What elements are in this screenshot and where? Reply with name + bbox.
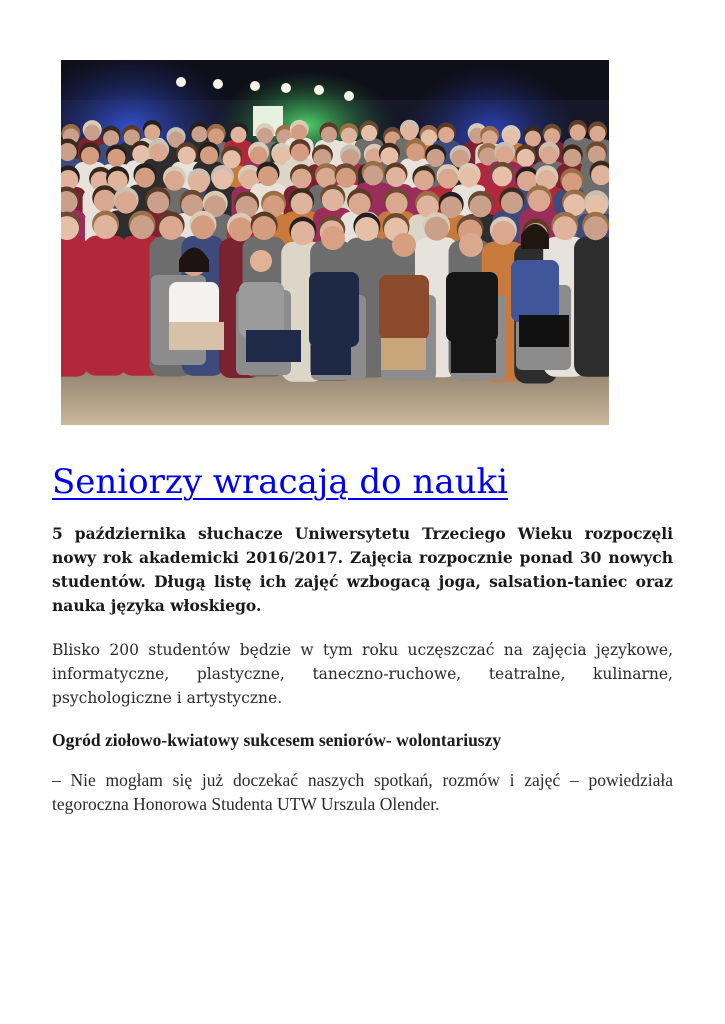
article-subheading: Ogród ziołowo-kwiatowy sukcesem seniorów- wolontariuszy xyxy=(52,730,502,750)
article-lead: 5 października słuchacze Uniwersytetu Trzeciego Wieku rozpoczęli nowy rok akademicki 2016/2017. Zajęcia rozpocznie ponad 30 nowych studentów. Długą listę ich zajęć wzbogacą joga, salsation-taniec oraz nauka języka włoskiego. xyxy=(52,524,673,615)
article-title-link[interactable]: Seniorzy wracają do nauki xyxy=(52,462,508,502)
article-quote: – Nie mogłam się już doczekać naszych spotkań, rozmów i zajęć – powiedziała tegoroczna Honorowa Studenta UTW Urszula Olender. xyxy=(52,770,673,814)
article-paragraph: Blisko 200 studentów będzie w tym roku uczęszczać na zajęcia językowe, informatyczne, plastyczne, taneczno-ruchowe, teatralne, kulinarne, psychologiczne i artystyczne. xyxy=(52,641,673,707)
article-photo xyxy=(61,60,609,425)
